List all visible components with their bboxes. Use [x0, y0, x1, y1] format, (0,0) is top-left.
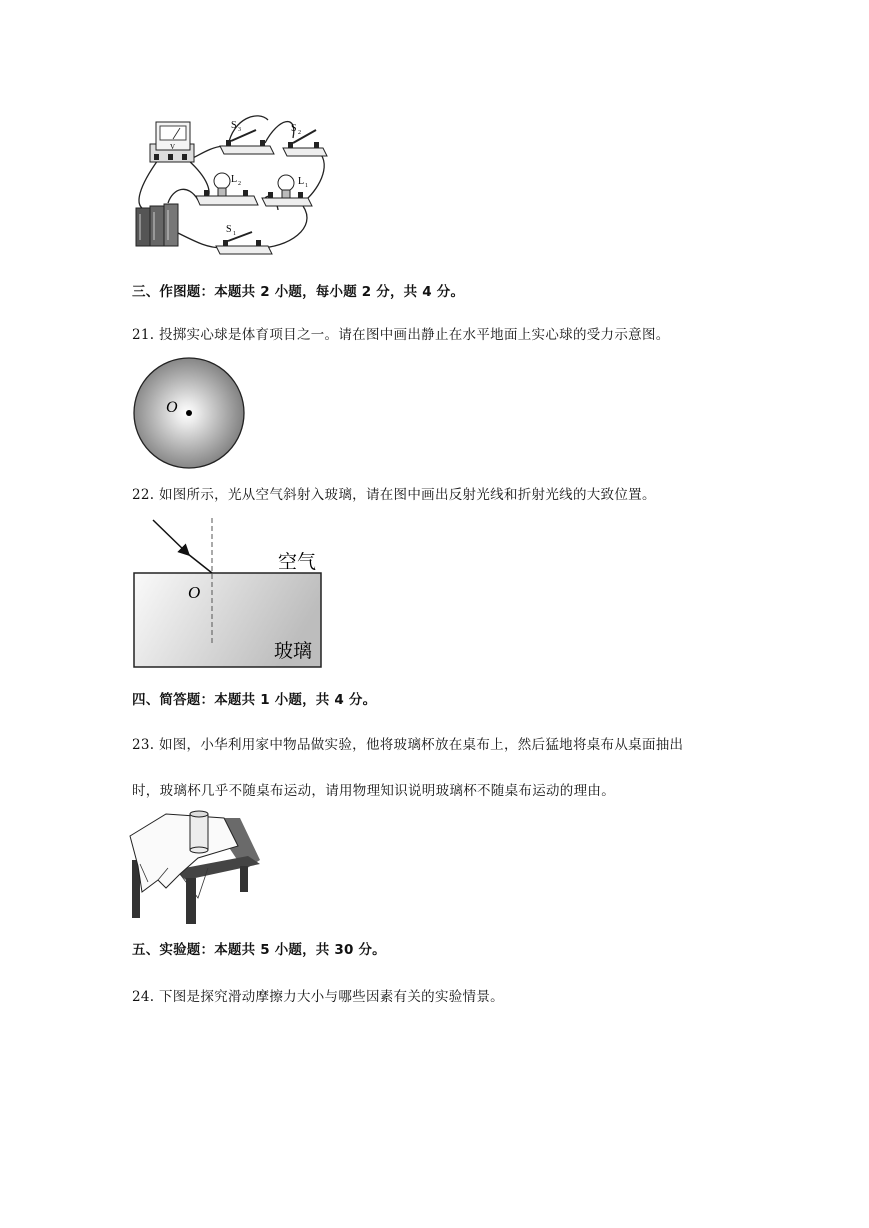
incident-ray	[188, 554, 212, 573]
refraction-figure	[130, 514, 326, 670]
air-label: 空气	[278, 551, 317, 573]
section3-heading: 三、作图题：本题共 2 小题，每小题 2 分，共 4 分。	[132, 284, 465, 300]
s3-label: S	[231, 120, 237, 131]
glass-label: 玻璃	[274, 640, 313, 662]
center-dot	[186, 410, 192, 416]
section4-heading: 四、简答题：本题共 1 小题，共 4 分。	[132, 692, 377, 708]
battery-pack	[136, 204, 178, 246]
l1-label: L	[298, 176, 305, 187]
circuit-figure	[128, 108, 348, 260]
voltmeter	[150, 122, 194, 162]
q24-text: 24. 下图是探究滑动摩擦力大小与哪些因素有关的实验情景。	[132, 989, 504, 1005]
s2-label: S	[291, 123, 297, 134]
section5-heading: 五、实验题：本题共 5 小题，共 30 分。	[132, 942, 386, 958]
meter-label: V	[170, 143, 176, 151]
q21-text: 21. 投掷实心球是体育项目之一。请在图中画出静止在水平地面上实心球的受力示意图。	[132, 327, 670, 343]
lamp-l1	[262, 175, 312, 206]
table-leg-right	[240, 866, 248, 892]
switch-s3	[220, 120, 274, 154]
l1-sub: 1	[305, 183, 308, 189]
q23-line1: 23. 如图，小华利用家中物品做实验，他将玻璃杯放在桌布上，然后猛地将桌布从桌面抽出	[132, 737, 684, 753]
glass-cup	[190, 814, 208, 850]
point-o-label: O	[188, 583, 201, 602]
l2-sub: 2	[238, 181, 241, 187]
s3-sub: 3	[238, 127, 241, 133]
l2-label: L	[231, 174, 238, 185]
ball-figure	[130, 354, 248, 472]
lamp-l2	[196, 173, 258, 205]
q23-line2: 时，玻璃杯几乎不随桌布运动，请用物理知识说明玻璃杯不随桌布运动的理由。	[132, 783, 615, 799]
s1-sub: 1	[233, 231, 236, 237]
tablecloth	[130, 814, 238, 892]
switch-s2	[283, 123, 327, 156]
point-o-label: O	[166, 399, 178, 416]
table-leg-front	[186, 878, 196, 924]
s2-sub: 2	[298, 130, 301, 136]
s1-label: S	[226, 224, 232, 235]
q22-text: 22. 如图所示，光从空气斜射入玻璃，请在图中画出反射光线和折射光线的大致位置。	[132, 487, 656, 503]
incident-ray-arrow	[153, 520, 188, 554]
switch-s1	[216, 224, 272, 254]
table-figure	[128, 808, 260, 926]
